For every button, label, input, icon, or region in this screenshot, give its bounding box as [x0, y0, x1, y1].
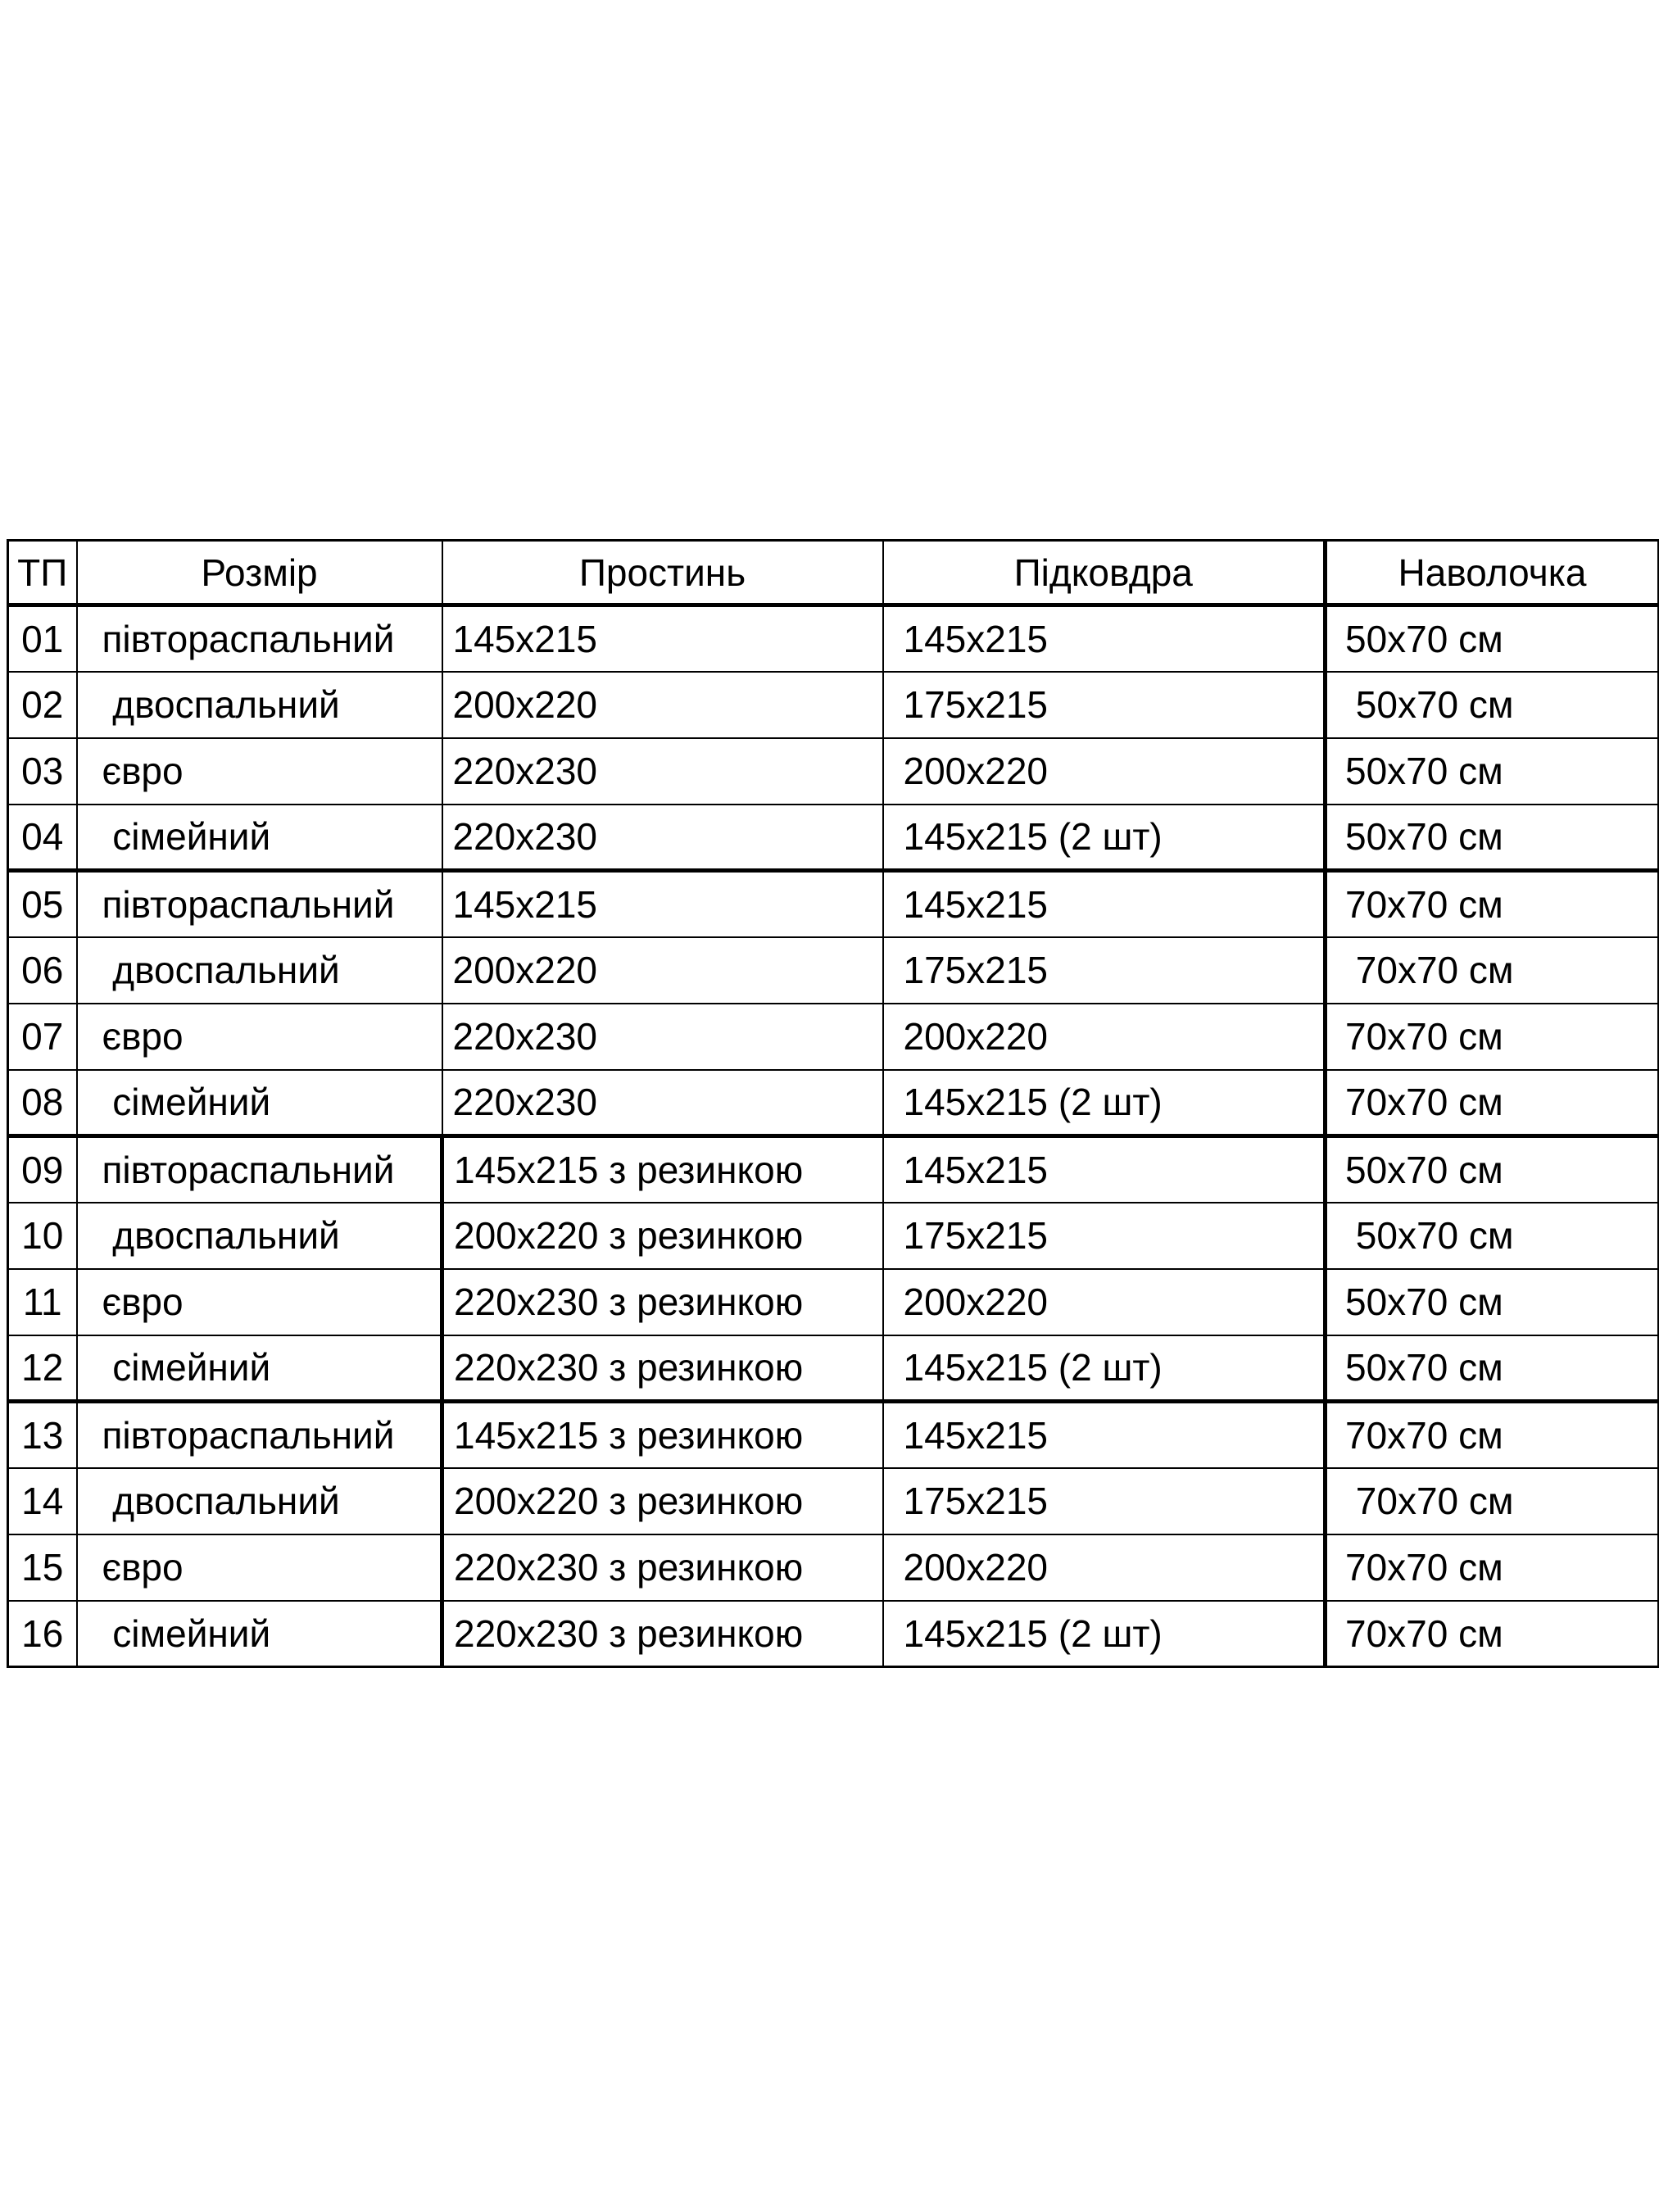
cell-tp: 09 — [8, 1136, 77, 1203]
cell-tp: 16 — [8, 1601, 77, 1667]
table-row — [8, 1004, 1659, 1070]
cell-tp: 11 — [8, 1269, 77, 1335]
cell-navolochka: 70х70 см — [1326, 1601, 1659, 1667]
cell-tp: 13 — [8, 1402, 77, 1468]
table-row — [8, 1468, 1659, 1534]
column-header-rozmir: Розмір — [77, 541, 442, 605]
cell-tp: 02 — [8, 672, 77, 738]
cell-navolochka: 70х70 см — [1326, 1534, 1659, 1601]
cell-navolochka: 70х70 см — [1326, 1402, 1659, 1468]
table-row — [8, 1335, 1659, 1402]
cell-pidkovdra: 175х215 — [883, 937, 1326, 1004]
cell-navolochka: 70х70 см — [1326, 1468, 1659, 1534]
cell-rozmir: євро — [77, 738, 442, 805]
cell-rozmir: двоспальний — [77, 672, 442, 738]
table-row — [8, 1203, 1659, 1269]
cell-tp: 01 — [8, 605, 77, 672]
cell-rozmir: двоспальний — [77, 1203, 442, 1269]
cell-pidkovdra: 145х215 — [883, 605, 1326, 672]
cell-navolochka: 50х70 см — [1326, 1269, 1659, 1335]
table-row — [8, 672, 1659, 738]
cell-prostyn: 220х230 з резинкою — [442, 1335, 883, 1402]
cell-pidkovdra: 175х215 — [883, 672, 1326, 738]
table-row — [8, 937, 1659, 1004]
cell-prostyn: 200х220 — [442, 672, 883, 738]
table-row — [8, 1269, 1659, 1335]
cell-prostyn: 220х230 з резинкою — [442, 1601, 883, 1667]
cell-prostyn: 200х220 з резинкою — [442, 1468, 883, 1534]
cell-navolochka: 50х70 см — [1326, 1203, 1659, 1269]
cell-rozmir: півтораспальний — [77, 605, 442, 672]
cell-navolochka: 50х70 см — [1326, 1136, 1659, 1203]
column-header-pidkovdra: Підковдра — [883, 541, 1326, 605]
table-row — [8, 605, 1659, 672]
table-row — [8, 1534, 1659, 1601]
cell-pidkovdra: 200х220 — [883, 738, 1326, 805]
cell-pidkovdra: 175х215 — [883, 1203, 1326, 1269]
cell-tp: 04 — [8, 805, 77, 871]
cell-tp: 06 — [8, 937, 77, 1004]
cell-navolochka: 70х70 см — [1326, 1004, 1659, 1070]
cell-pidkovdra: 145х215 (2 шт) — [883, 1070, 1326, 1136]
cell-pidkovdra: 200х220 — [883, 1004, 1326, 1070]
cell-prostyn: 145х215 — [442, 871, 883, 937]
cell-rozmir: двоспальний — [77, 1468, 442, 1534]
cell-rozmir: сімейний — [77, 1601, 442, 1667]
cell-navolochka: 50х70 см — [1326, 605, 1659, 672]
cell-pidkovdra: 200х220 — [883, 1534, 1326, 1601]
cell-pidkovdra: 200х220 — [883, 1269, 1326, 1335]
cell-rozmir: півтораспальний — [77, 1402, 442, 1468]
column-header-tp: ТП — [8, 541, 77, 605]
cell-prostyn: 220х230 з резинкою — [442, 1534, 883, 1601]
cell-navolochka: 50х70 см — [1326, 672, 1659, 738]
cell-tp: 12 — [8, 1335, 77, 1402]
cell-tp: 05 — [8, 871, 77, 937]
cell-prostyn: 220х230 — [442, 1004, 883, 1070]
cell-tp: 14 — [8, 1468, 77, 1534]
cell-rozmir: півтораспальний — [77, 1136, 442, 1203]
cell-prostyn: 200х220 з резинкою — [442, 1203, 883, 1269]
cell-rozmir: сімейний — [77, 805, 442, 871]
cell-rozmir: євро — [77, 1534, 442, 1601]
cell-navolochka: 50х70 см — [1326, 805, 1659, 871]
column-header-prostyn: Простинь — [442, 541, 883, 605]
cell-navolochka: 50х70 см — [1326, 738, 1659, 805]
table-row — [8, 1136, 1659, 1203]
cell-prostyn: 220х230 — [442, 1070, 883, 1136]
table-body — [8, 605, 1659, 1667]
cell-tp: 10 — [8, 1203, 77, 1269]
cell-pidkovdra: 145х215 — [883, 1402, 1326, 1468]
cell-prostyn: 145х215 — [442, 605, 883, 672]
cell-rozmir: півтораспальний — [77, 871, 442, 937]
cell-pidkovdra: 145х215 — [883, 871, 1326, 937]
cell-prostyn: 145х215 з резинкою — [442, 1136, 883, 1203]
cell-tp: 15 — [8, 1534, 77, 1601]
cell-navolochka: 70х70 см — [1326, 1070, 1659, 1136]
column-header-navolochka: Наволочка — [1326, 541, 1659, 605]
header-row — [8, 541, 1659, 605]
cell-rozmir: євро — [77, 1004, 442, 1070]
table-header — [8, 541, 1659, 605]
cell-pidkovdra: 145х215 (2 шт) — [883, 805, 1326, 871]
bedding-size-table — [7, 539, 1659, 1668]
table-row — [8, 738, 1659, 805]
cell-pidkovdra: 145х215 (2 шт) — [883, 1335, 1326, 1402]
table-row — [8, 1402, 1659, 1468]
table-row — [8, 1070, 1659, 1136]
cell-tp: 03 — [8, 738, 77, 805]
cell-pidkovdra: 175х215 — [883, 1468, 1326, 1534]
cell-tp: 08 — [8, 1070, 77, 1136]
cell-rozmir: сімейний — [77, 1070, 442, 1136]
cell-prostyn: 200х220 — [442, 937, 883, 1004]
cell-rozmir: двоспальний — [77, 937, 442, 1004]
cell-navolochka: 70х70 см — [1326, 871, 1659, 937]
cell-navolochka: 50х70 см — [1326, 1335, 1659, 1402]
cell-navolochka: 70х70 см — [1326, 937, 1659, 1004]
table-row — [8, 871, 1659, 937]
table-row — [8, 805, 1659, 871]
cell-prostyn: 220х230 з резинкою — [442, 1269, 883, 1335]
cell-prostyn: 220х230 — [442, 805, 883, 871]
cell-rozmir: євро — [77, 1269, 442, 1335]
table-row — [8, 1601, 1659, 1667]
cell-tp: 07 — [8, 1004, 77, 1070]
cell-prostyn: 145х215 з резинкою — [442, 1402, 883, 1468]
cell-pidkovdra: 145х215 (2 шт) — [883, 1601, 1326, 1667]
cell-rozmir: сімейний — [77, 1335, 442, 1402]
cell-prostyn: 220х230 — [442, 738, 883, 805]
cell-pidkovdra: 145х215 — [883, 1136, 1326, 1203]
